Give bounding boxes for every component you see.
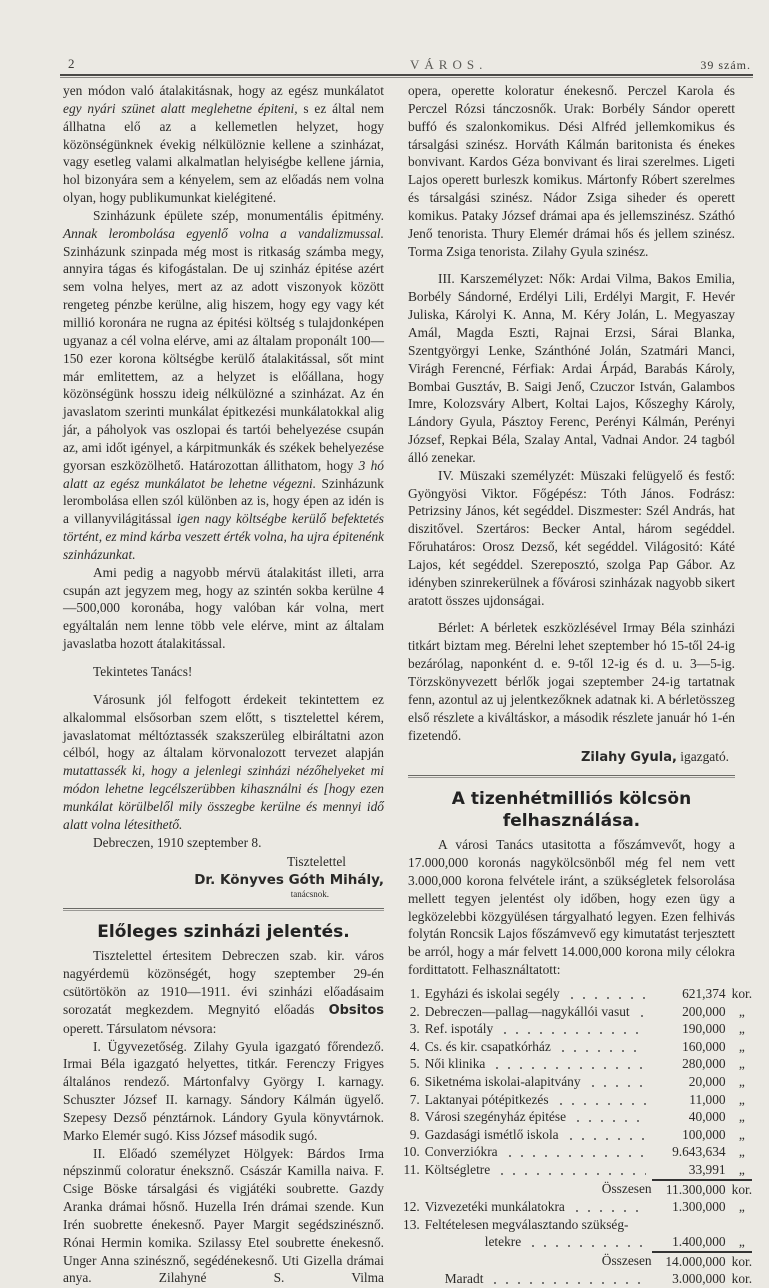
text-run: Szinházunk épülete szép, monumentális épitmény. bbox=[93, 207, 384, 223]
issue-number: 39 szám. bbox=[700, 58, 751, 72]
text-run: yen módon való átalakitásnak, hogy az egész munkálatot bbox=[63, 83, 384, 98]
item-unit: „ bbox=[738, 1003, 745, 1019]
item-unit: „ bbox=[738, 1199, 745, 1215]
signature: Dr. Könyves Góth Mihály, bbox=[194, 872, 384, 889]
total-amount: 14.000,000 bbox=[665, 1253, 726, 1269]
dot-leader bbox=[566, 985, 646, 1003]
italic-text: 3 hó alatt az egész munkálatot be lehetne végezni. bbox=[63, 457, 384, 491]
item-unit: „ bbox=[738, 1038, 745, 1054]
item-number: 10. bbox=[403, 1144, 420, 1160]
item-label-text: Laktanyai pótépitkezés bbox=[424, 1091, 549, 1107]
total-row bbox=[403, 1180, 752, 1199]
paragraph bbox=[63, 1038, 384, 1145]
item-label bbox=[425, 1091, 652, 1109]
article-title: Előleges szinházi jelentés. bbox=[97, 922, 350, 943]
item-label-text: Maradt bbox=[444, 1271, 484, 1287]
page-number: 2 bbox=[68, 56, 77, 71]
item-unit: kor. bbox=[731, 985, 753, 1001]
item-number: 12. bbox=[403, 1199, 420, 1215]
item-number: 4. bbox=[409, 1038, 420, 1054]
text-run: III. Karszemélyzet: Nők: Ardai Vilma, Bakos Emilia, Borbély Sándorné, Erdélyi Lili, Erdélyi Margit, F. Hevér Juliska, Károlyi K. Anna, M. Kéry Jolán, L. Megyaszay Amál, Magda Eszti, Rajnai Erzsi, Sárai Blanka, Szentgyörgyi Lenke, Szánthóné Jolán, Szatmári Manci, Virágh Ferencné, Férfiak: Ardai Árpád, Barabás Károly, Bombai Gusztáv, B. Saigi Jenő, Czuczor István, Galambos Imre, Kolozsváry Albert, Koltai Lajos, Kőszeghy Károly, Lándory Gyula, Pásztoy Ferenc, Perényi Kálmán, Perényi József, Repkai Béla, Szalay Antal, Vadnai Andor. 24 tagból álló zenekar. bbox=[408, 271, 735, 465]
text-run: IV. Müszaki személyzét: Müszaki felügyelő és festő: Gyöngyösi Viktor. Főgépész: Tóth János. Fodrász: Petrizsiny János, két segéddel. Diszmester: Szél András, hat diszitővel. Szertáros: Becker Antal, három segéddel. Főruhatáros: Orosz Dezső, két segéddel. Világositó: Káté Lajos, két segéddel. Szereposztó, szolga Pap Gábor. Az idényben szinrekerülnek a fővárosi szinházak nagyobb sikert aratott összes ujdonságai. bbox=[408, 467, 735, 608]
item-label-text: Költségletre bbox=[424, 1161, 491, 1177]
article-body bbox=[408, 836, 735, 979]
section-divider bbox=[408, 775, 735, 778]
item-label bbox=[425, 985, 652, 1003]
item-number: 1. bbox=[409, 985, 420, 1001]
paragraph bbox=[408, 836, 735, 979]
italic-text: igen nagy költségbe kerülő befektetés történt, ez mind kárba veszett érték volna, ha ujra épitenénk szinházunkat. bbox=[63, 511, 384, 562]
item-number: 9. bbox=[409, 1126, 420, 1142]
dot-leader bbox=[489, 1270, 645, 1288]
item-number: 3. bbox=[409, 1021, 420, 1037]
signature-title: igazgató. bbox=[680, 749, 729, 765]
article-loan-usage bbox=[403, 836, 753, 1288]
item-unit: „ bbox=[726, 1233, 752, 1252]
total-row bbox=[403, 1270, 752, 1288]
table-row bbox=[403, 1161, 752, 1180]
table-row bbox=[403, 1216, 752, 1234]
item-label-text: Városi szegényház épitése bbox=[424, 1109, 567, 1125]
total-amount: 3.000,000 bbox=[672, 1271, 726, 1287]
item-label-text: Feltételesen megválasztando szükség- bbox=[424, 1216, 629, 1232]
article-body bbox=[408, 82, 735, 744]
table-row bbox=[403, 1091, 752, 1109]
table-row bbox=[403, 1143, 752, 1161]
item-label bbox=[425, 1020, 652, 1038]
item-unit: „ bbox=[738, 1021, 745, 1037]
signature-line bbox=[408, 748, 735, 767]
article-body bbox=[63, 947, 384, 1287]
item-amount: 280,000 bbox=[682, 1056, 726, 1072]
item-label-text: Ref. ispotály bbox=[424, 1021, 494, 1037]
total-unit: kor. bbox=[731, 1253, 753, 1269]
dot-leader bbox=[504, 1143, 646, 1161]
italic-text: mutattassék ki, hogy a jelenlegi szinházi nézőhelyeket mi módon lehetne legcélszerübben kihasználni és [hogy ezen munkálat körülbelől mily összegbe kerülne és mennyi idő alatt volna létesithető. bbox=[63, 763, 384, 832]
item-unit: „ bbox=[738, 1109, 745, 1125]
item-amount: 20,000 bbox=[688, 1073, 726, 1089]
item-label-text: Converziókra bbox=[424, 1144, 498, 1160]
paragraph bbox=[63, 82, 384, 207]
item-number: 13. bbox=[403, 1216, 420, 1232]
bold-text: Obsitos bbox=[328, 1002, 384, 1018]
article-title: A tizenhétmilliós kölcsön felhasználása. bbox=[451, 789, 692, 832]
item-amount: 33,991 bbox=[652, 1161, 726, 1180]
article-theatre-renovation bbox=[63, 82, 384, 900]
dot-leader bbox=[571, 1198, 646, 1216]
text-run: s ez által nem állhatna elő az a kellemetlen helyzet, hogy közönségünknek évekig nélkülöznie kellene a szinházat, vagy esetleg valami alkalmatlan helyiségbe kellene járnia, hol bizonyára sem a kényelem, sem az előadás nem volna olyan, hogy publikumunkat kielégitené. bbox=[63, 100, 385, 206]
text-run: Bérlet: A bérletek eszközlésével Irmay Béla szinházi titkárt biztam meg. Bérelni lehet szeptember hó 15-től 24-ig bezárólag, naponként d. e. 9-től 12-ig és d. u. 3—5-ig. Törzskönyvezett bérlők jogai szeptember 24-ig tartatnak fenn, azontul az uj jelentkezőknek adatnak ki. A bérletösszeg első részlete a kiváltáskor, a második részlete január hó 1-én fizetendő. bbox=[408, 620, 735, 743]
dot-leader bbox=[557, 1038, 646, 1056]
item-label-text: Női klinika bbox=[424, 1056, 486, 1072]
paragraph bbox=[63, 834, 384, 852]
dot-leader bbox=[565, 1126, 646, 1144]
paragraph bbox=[408, 619, 735, 744]
article-theatre-report bbox=[63, 947, 384, 1287]
item-amount: 200,000 bbox=[682, 1003, 726, 1019]
item-label bbox=[425, 1216, 752, 1234]
item-amount: 1.300,000 bbox=[672, 1199, 726, 1215]
text-run: Városunk jól felfogott érdekeit tekintettem ez alkalommal elsősorban szem előtt, s tisztelettel kérem, javaslatomat méltóztassék szakszerüleg elbiráltatni azon célból, hogy az általam körvonalozott tervezet alapján bbox=[63, 691, 384, 761]
dot-leader bbox=[491, 1055, 645, 1073]
item-label-text: Gazdasági ismétlő iskola bbox=[424, 1126, 559, 1142]
item-label bbox=[425, 1126, 652, 1144]
closing: Tisztelettel bbox=[286, 854, 346, 870]
item-unit: „ bbox=[738, 1144, 745, 1160]
item-label bbox=[425, 1073, 652, 1091]
paragraph bbox=[63, 564, 384, 653]
item-unit: „ bbox=[738, 1091, 745, 1107]
item-amount: 100,000 bbox=[682, 1126, 726, 1142]
item-number: 6. bbox=[409, 1073, 420, 1089]
item-label bbox=[425, 1198, 652, 1216]
total-row bbox=[403, 1252, 752, 1271]
paragraph bbox=[63, 1145, 384, 1288]
article-theatre-report-continued bbox=[408, 82, 735, 767]
table-row bbox=[403, 1233, 752, 1252]
paragraph bbox=[408, 270, 735, 466]
dot-leader bbox=[527, 1233, 645, 1251]
item-number-blank bbox=[403, 1233, 425, 1252]
text-run: Tisztelettel értesitem Debreczen szab. kir. város nagyérdemü közönségét, hogy szeptember 29-én csütörtökön az 1910—1911. évi szinházi előadásaim sorozatát megkezdem. Megnyitó előadás bbox=[63, 948, 384, 1017]
item-amount: 40,000 bbox=[688, 1109, 726, 1125]
signature-title: tanácsnok. bbox=[290, 889, 329, 900]
item-label bbox=[425, 1161, 652, 1180]
dot-leader bbox=[587, 1073, 646, 1091]
item-amount: 190,000 bbox=[682, 1021, 726, 1037]
item-amount: 160,000 bbox=[682, 1038, 726, 1054]
text-run: Tekintetes Tanács! bbox=[93, 664, 193, 679]
table-row bbox=[403, 985, 752, 1003]
item-amount: 9.643,634 bbox=[672, 1144, 726, 1160]
table-row bbox=[403, 1038, 752, 1056]
dot-leader bbox=[636, 1003, 646, 1021]
text-run: A városi Tanács utasitotta a főszámvevőt, hogy a 17.000,000 koronás nagykölcsönből még fel nem vett 3.000,000 korona felvétele iránt, a szükségletek felsorolása mellett tegyen jelentést oly időben, hogy ezen ügy a legközelebbi közgyülésen tárgyalható legyen. Ezen felhivás folytán Roncsik Lajos főszámvevő egy kimutatást terjesztett be arról, hogy a már felvett 14.000,000 korona mily célokra fordittatott. Felhasználtatott: bbox=[408, 837, 735, 978]
table-row bbox=[403, 1073, 752, 1091]
item-label-text: Siketnéma iskolai-alapitvány bbox=[424, 1073, 581, 1089]
table-row bbox=[403, 1020, 752, 1038]
dot-leader bbox=[499, 1020, 645, 1038]
total-amount: 11.300,000 bbox=[665, 1181, 726, 1197]
item-amount: 1.400,000 bbox=[652, 1233, 726, 1252]
item-number: 7. bbox=[409, 1091, 420, 1107]
text-run: I. Ügyvezetőség. Zilahy Gyula igazgató főrendező. Irmai Béla igazgató helyettes, titkár. Ferenczy Frigyes általános rendező. Mártonfalvy György I. karnagy. Schuszter József II. karnagy. Sándory Kálmán ügyelő. Szepesy Dezső pénztárnok. Lándory Gyula könyvtárnok. Marko Elemér sugó. Kiss József második sugó. bbox=[63, 1038, 384, 1143]
item-label bbox=[425, 1233, 652, 1252]
paragraph bbox=[63, 207, 384, 564]
total-label: Összesen bbox=[601, 1252, 652, 1268]
item-number: 5. bbox=[409, 1056, 420, 1072]
italic-text: egy nyári szünet alatt meglehetne épiteni, bbox=[63, 100, 298, 116]
item-unit: „ bbox=[738, 1126, 745, 1142]
item-label-text: Vizvezetéki munkálatokra bbox=[424, 1199, 565, 1215]
item-label-text: letekre bbox=[484, 1234, 522, 1250]
section-divider bbox=[63, 908, 384, 911]
table-row bbox=[403, 1108, 752, 1126]
item-number: 2. bbox=[409, 1003, 420, 1019]
dot-leader bbox=[555, 1091, 646, 1109]
item-label-text: Cs. és kir. csapatkórház bbox=[424, 1038, 551, 1054]
text-run: Szinházunk szinpada még most is ritkaság számba megy, annyira tágas és kifogástalan. De uj szinház épitése azért sem volna helyes, mert az az adott viszonyok között rengeteg pénzbe kerülne, alig hiszem, hogy egy vagy két millió koronára ne rugna az épitési költség s tulajdonképen ugyanaz a cél volna elérve, ami az általam proponált 100—150 ezer korona költségbe kerülő átalakitással, sőt mint már emlitettem, az a helyzet is előállana, hogy közönségünk hosszu ideig nélkülözné a szinházat. Az én javaslatom szerinti munkálat épitkezési munkálatokkal alig jár, a páholyok vas oszlopai és tartói behelyezése csupán az, ami időt igényel, a kárpitmunkák és székek behelyezése gyorsan eszközölhető. Határozottan állithatom, hogy bbox=[63, 243, 384, 473]
table-row bbox=[403, 1003, 752, 1021]
paragraph bbox=[63, 947, 384, 1037]
expense-table bbox=[403, 985, 753, 1288]
paragraph bbox=[63, 691, 384, 834]
text-run: opera, operette koloratur énekesnő. Perczel Karola és Perczel Rózsi tánczosnők. Urak: Borbély Sándor operett buffó és szalonkomikus. Dési Alfréd jellemkomikus és társalgási szinész. Horváth Kálmán baritonista és énekes bonvivant. Kardos Géza bonvivant és lirai szerelmes. Ligeti Lajos operett burleszk komikus. Mártonfy Róbert szerelmes és társalgási szinész. Nádor Zsiga siheder és operett komikus. Pataky József drámai apa és jellemszinész. Száthó Jenő tenorista. Thury Elemér drámai hős és jellem szinész. Torma Zsiga tenorista. Zilahy Gyula szinész. bbox=[408, 83, 735, 259]
paragraph bbox=[63, 663, 384, 681]
paragraph bbox=[408, 82, 735, 260]
item-unit: „ bbox=[738, 1073, 745, 1089]
total-unit: kor. bbox=[731, 1181, 753, 1197]
item-label bbox=[425, 1143, 652, 1161]
spacer bbox=[403, 1270, 425, 1288]
dot-leader bbox=[572, 1108, 646, 1126]
item-label bbox=[425, 1055, 652, 1073]
table-row bbox=[403, 1198, 752, 1216]
italic-text: Annak lerombolása egyenlő volna a vandalizmussal. bbox=[63, 225, 384, 241]
total-label: Összesen bbox=[601, 1180, 652, 1196]
text-run: Szinházunk lerombolása ellen szól különben az is, hogy épen az idén is a villanyvilágitással bbox=[63, 475, 384, 527]
text-run: operett. Társulatom névsora: bbox=[63, 1020, 217, 1036]
left-column bbox=[63, 82, 384, 1287]
item-label-text: Debreczen—pallag—nagykállói vasut bbox=[424, 1003, 630, 1019]
dot-leader bbox=[496, 1161, 645, 1179]
table-row bbox=[403, 1055, 752, 1073]
article-body bbox=[63, 82, 384, 851]
item-unit: „ bbox=[738, 1056, 745, 1072]
text-run: II. Előadó személyzet Hölgyek: Bárdos Irma népszinmű coloratur éneksznő. Császár Kamilla naiva. F. Csige Böske társalgási és vigjátéki soubrette. Gazdy Aranka drámai hősnő. Huzella Irén drámai szende. Kun Irén suobrette énekesnő. Payer Margit segédszinésznő. Rónai Hermin komika. Szilassy Etel soubrette énekesnő. Unger Anna szinésznő, segédénekesnő. Uti Gizella drámai anya. Zilahyné S. Vilma bbox=[63, 1145, 384, 1286]
signature: Zilahy Gyula, bbox=[580, 750, 677, 766]
item-amount: 621,374 bbox=[682, 985, 726, 1001]
item-label bbox=[425, 1108, 652, 1126]
masthead: VÁROS. bbox=[410, 57, 488, 72]
total-label bbox=[425, 1270, 652, 1288]
item-label bbox=[425, 1003, 652, 1021]
total-unit: kor. bbox=[731, 1271, 753, 1287]
item-number: 11. bbox=[403, 1161, 420, 1177]
text-run: Ami pedig a nagyobb mérvü átalakitást illeti, arra csupán azt jegyzem meg, hogy az szintén sokba kerülne 4—500,000 koronába, hogy valóban kár volna, mert egyáltalán nem lenne több vele elérve, mint az általam javaslatba hozott átalakitással. bbox=[63, 564, 384, 652]
item-unit: „ bbox=[726, 1161, 752, 1180]
table-row bbox=[403, 1126, 752, 1144]
item-amount: 11,000 bbox=[689, 1091, 726, 1107]
paragraph bbox=[408, 467, 735, 610]
item-label bbox=[425, 1038, 652, 1056]
right-column bbox=[403, 82, 753, 1288]
text-run: Debreczen, 1910 szeptember 8. bbox=[93, 834, 262, 850]
item-number: 8. bbox=[409, 1109, 420, 1125]
header-rule bbox=[60, 74, 753, 78]
item-label-text: Egyházi és iskolai segély bbox=[424, 985, 560, 1001]
